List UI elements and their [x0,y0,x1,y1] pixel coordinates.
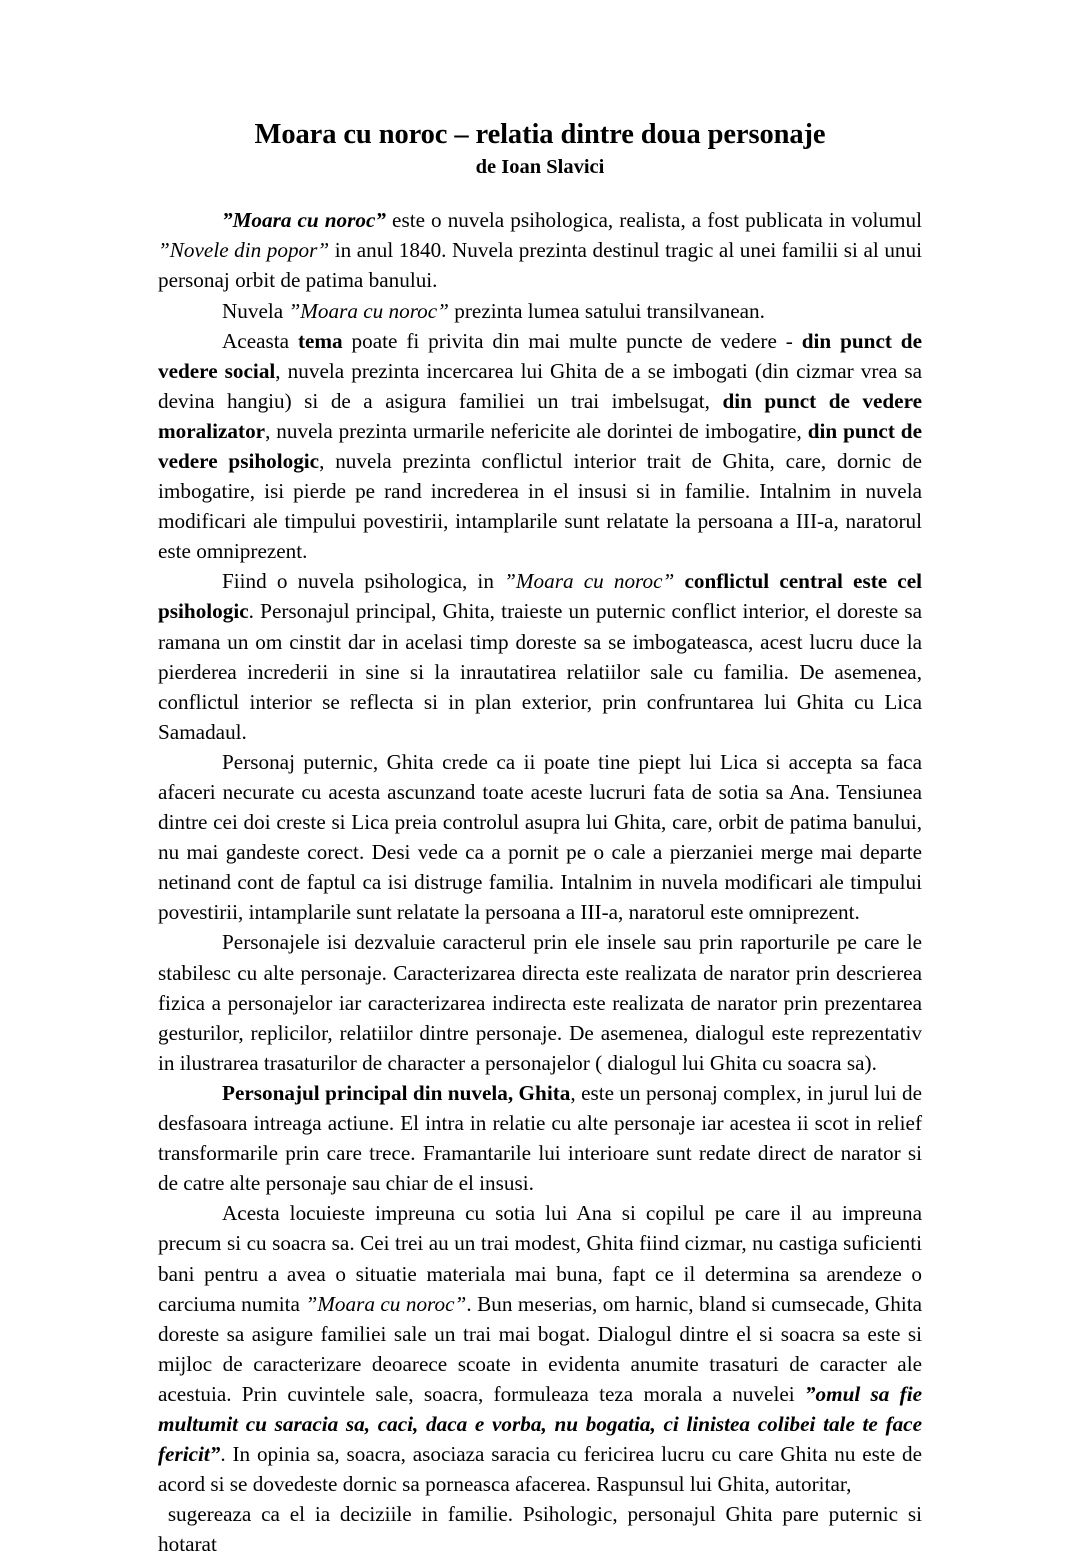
paragraph-personaj-puternic [158,747,922,928]
text-run: ”omul sa fie multumit cu saracia sa, caci, daca e vorba, nu bogatia, ci linistea colibei tale te face fericit” [158,1381,923,1467]
text-run: Aceasta [222,328,298,353]
text-run: . In opinia sa, soacra, asociaza saracia cu fericirea lucru cu care Ghita nu este de acord si se dovedeste dornic sa porneasca afacerea. Raspunsul lui Ghita, autoritar, [158,1442,922,1497]
paragraph-satul-transilvanean [158,296,922,326]
text-run: Acesta locuieste impreuna cu sotia lui Ana si copilul pe care il au impreuna precum si cu soacra sa. Cei trei au un trai modest, Ghita fiind cizmar, nu castiga suficienti bani pentru a avea o situatie materiala mai buna, fapt ce il determina sa arendeze o carciuma numita [158,1201,922,1316]
text-run: Personajele isi dezvaluie caracterul prin ele insele sau prin raporturile pe care le stabilesc cu alte personaje. Caracterizarea directa este realizata de narator prin descrierea fizica a personajelor iar caracterizarea indirecta este realizata de narator prin prezentarea gesturilor, replicilor, relatiilor dintre personaje. De asemenea, dialogul este reprezentativ in ilustrarea trasaturilor de character a personajelor ( dialogul lui Ghita cu soacra sa). [158,930,922,1075]
paragraph-tema-puncte-de-vedere [158,326,922,567]
text-run: din punct de vedere social [158,328,922,383]
text-run: conflictul central este cel psihologic [158,569,923,624]
text-run: tema [297,328,343,353]
text-run: ”Moara cu noroc” [504,569,675,594]
paragraph-familia-si-teza-morala [158,1198,922,1499]
text-run: . Personajul principal, Ghita, traieste un puternic conflict interior, el doreste sa ramana un om cinstit dar in acelasi timp doreste sa se imbogateasca, acest lucru duce la pierderea increderii in sine si la inrautatirea relatiilor sale cu familia. De asemenea, conflictul interior se reflecta si in plan exterior, prin confruntarea lui Ghita cu Lica Samadaul. [158,599,922,744]
document-body [158,205,922,1559]
text-run: din punct de vedere psihologic [158,418,922,473]
text-run: in anul 1840. Nuvela prezinta destinul tragic al unei familii si al unui personaj orbit de patima banului. [158,238,922,293]
text-run: ”Moara cu noroc” [222,208,386,233]
text-run [674,569,684,593]
text-run: , nuvela prezinta incercarea lui Ghita de a se imbogati (din cizmar vrea sa devina hangiu) si de a asigura familiei un trai imbelsugat, [158,358,922,413]
text-run: Nuvela [222,298,289,323]
paragraph-intro [158,205,922,295]
text-run: , nuvela prezinta conflictul interior trait de Ghita, care, dornic de imbogatire, isi pierde pe rand increderea in el insusi si in familie. Intalnim in nuvela modificari ale timpului povestirii, intamplarile sunt relatate la persoana a III-a, naratorul este omniprezent. [158,448,922,564]
text-run: ”Moara cu noroc” [288,298,449,323]
text-run: din punct de vedere moralizator [158,388,923,443]
text-run: ”Novele din popor” [158,238,330,263]
text-run: prezinta lumea satului transilvanean. [448,298,765,323]
text-run: este o nuvela psihologica, realista, a fost publicata in volumul [385,208,922,233]
text-run: ”Moara cu noroc” [305,1291,467,1316]
paragraph-caracterizare [158,927,922,1077]
text-run: . Bun meserias, om harnic, bland si cumsecade, Ghita doreste sa asigure familiei sale un trai mai bogat. Dialogul dintre el si soacra sa este si mijloc de caracterizare deoarece scoate in evidenta anumite trasaturi de caracter ale acestuia. Prin cuvintele sale, soacra, formuleaza teza morala a nuvelei [158,1291,923,1406]
author-byline: de Ioan Slavici [475,155,605,178]
text-run: , este un personaj complex, in jurul lui de desfasoara intreaga actiune. El intra in relatie cu alte personaje iar acestea ii scot in relief transformarile prin care trece. Framantarile lui interioare sunt redate direct de narator si de catre alte personaje sau chiar de el insusi. [158,1080,922,1196]
text-run: Personajul principal din nuvela, Ghita [222,1080,571,1105]
paragraph-final-fragment [158,1499,922,1559]
text-run: poate fi privita din mai multe puncte de vedere - [342,328,802,353]
paragraph-personajul-principal [158,1078,922,1198]
text-run: Personaj puternic, Ghita crede ca ii poate tine piept lui Lica si accepta sa faca afaceri necurate cu acesta ascunzand toate aceste lucruri fata de sotia sa Ana. Tensiunea dintre cei doi creste si Lica preia controlul asupra lui Ghita, care, orbit de patima banului, nu mai gandeste corect. Desi vede ca a pornit pe o cale a pierzaniei merge mai departe netinand cont de faptul ca isi distruge familia. Intalnim in nuvela modificari ale timpului povestirii, intamplarile sunt relatate la persoana a III-a, naratorul este omniprezent. [158,749,922,925]
text-run: Fiind o nuvela psihologica, in [222,569,505,594]
text-run: , nuvela prezinta urmarile nefericite ale dorintei de imbogatire, [265,418,808,443]
text-run: sugereaza ca el ia deciziile in familie. Psihologic, personajul Ghita pare puternic si hotarat [158,1502,922,1557]
page-title: Moara cu noroc – relatia dintre doua personaje [254,119,826,150]
paragraph-conflict-central [158,566,922,747]
